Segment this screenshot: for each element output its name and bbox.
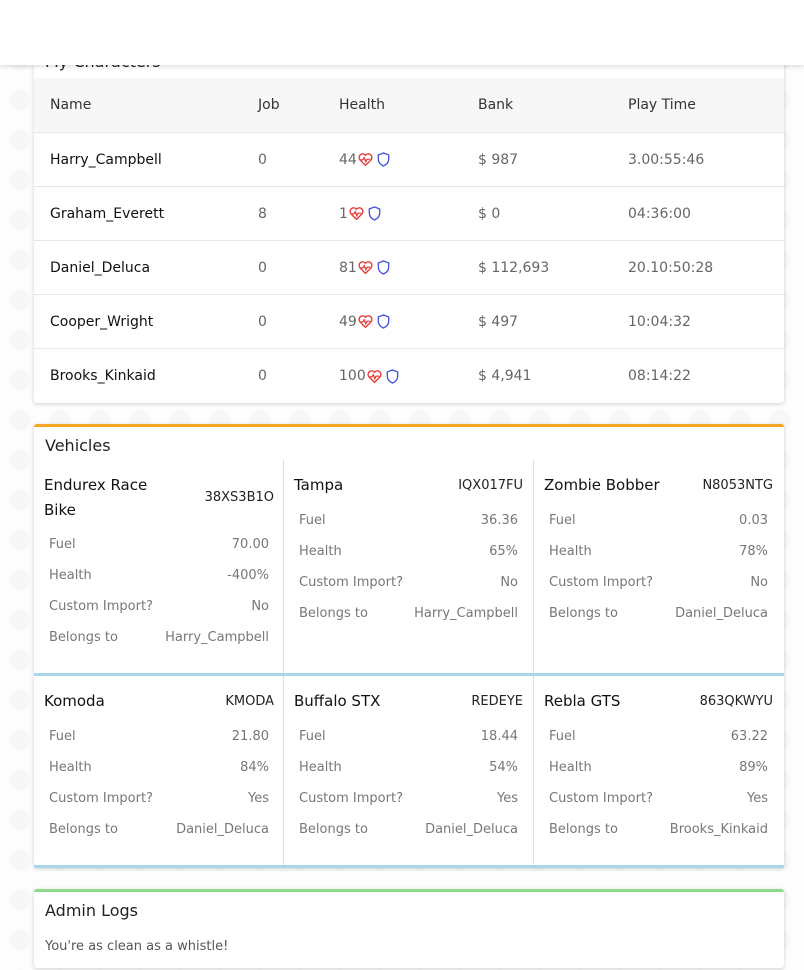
stat-value: 54% (489, 759, 518, 775)
stat-label: Custom Import? (549, 790, 653, 806)
heart-pulse-icon (349, 207, 364, 220)
stat-label: Health (549, 543, 592, 559)
column-header-bank[interactable]: Bank (478, 97, 514, 113)
vehicle-stat-belongs-to (49, 819, 269, 839)
vehicle-stat-health (299, 757, 518, 777)
vehicle-plate: REDEYE (471, 694, 523, 709)
stat-value: Harry_Campbell (165, 629, 269, 645)
heart-pulse-icon (358, 153, 373, 166)
stat-label: Fuel (549, 512, 576, 528)
character-job: 8 (258, 205, 267, 222)
stat-label: Belongs to (549, 821, 618, 837)
shield-icon (377, 314, 390, 329)
admin-logs-card (34, 889, 784, 968)
stat-label: Custom Import? (549, 574, 653, 590)
stat-value: 21.80 (231, 728, 269, 744)
stat-label: Custom Import? (299, 574, 403, 590)
vehicle-stat-fuel (49, 534, 269, 554)
character-health (339, 295, 390, 348)
vehicle-stat-health (549, 541, 768, 561)
vehicles-title: Vehicles (45, 436, 111, 455)
vehicle-stat-belongs-to (299, 819, 518, 839)
stat-value: No (251, 598, 269, 614)
heart-pulse-icon (358, 315, 373, 328)
stat-value: Daniel_Deluca (425, 821, 518, 837)
stat-label: Belongs to (299, 605, 368, 621)
stat-label: Belongs to (49, 821, 118, 837)
vehicle-card[interactable] (34, 676, 284, 865)
heart-pulse-icon (367, 370, 382, 383)
shield-icon (368, 206, 381, 221)
stat-label: Health (49, 759, 92, 775)
character-bank: $ 0 (478, 205, 501, 222)
vehicle-card[interactable] (533, 460, 783, 673)
stat-label: Health (549, 759, 592, 775)
vehicle-stat-belongs-to (549, 603, 768, 623)
column-header-job[interactable]: Job (258, 97, 280, 113)
vehicle-plate: IQX017FU (458, 478, 523, 493)
character-health (339, 133, 390, 186)
vehicle-plate: KMODA (225, 694, 274, 709)
table-row (34, 133, 784, 187)
character-job: 0 (258, 313, 267, 330)
vehicle-stat-belongs-to (49, 627, 269, 647)
vehicles-card (34, 424, 784, 868)
characters-table (34, 78, 784, 403)
health-value: 100 (339, 368, 366, 384)
vehicle-stat-health (49, 565, 269, 585)
column-header-health[interactable]: Health (339, 97, 385, 113)
stat-value: Harry_Campbell (414, 605, 518, 621)
stat-value: 70.00 (231, 536, 269, 552)
vehicle-stat-custom-import (299, 572, 518, 592)
stat-label: Fuel (49, 536, 76, 552)
vehicle-stat-health (299, 541, 518, 561)
character-bank: $ 987 (478, 151, 519, 168)
vehicle-stat-custom-import (549, 788, 768, 808)
character-job: 0 (258, 259, 267, 276)
column-header-play-time[interactable]: Play Time (628, 97, 696, 113)
table-row (34, 241, 784, 295)
shield-icon (386, 369, 399, 384)
character-health (339, 241, 390, 294)
vehicle-card[interactable] (283, 676, 533, 865)
character-name[interactable]: Harry_Campbell (50, 151, 162, 168)
vehicle-card[interactable] (533, 676, 783, 865)
stat-value: -400% (227, 567, 269, 583)
stat-value: Yes (747, 790, 768, 806)
stat-value: Daniel_Deluca (675, 605, 768, 621)
stat-value: Yes (497, 790, 518, 806)
stat-label: Custom Import? (299, 790, 403, 806)
vehicle-stat-fuel (299, 510, 518, 530)
character-name[interactable]: Graham_Everett (50, 205, 165, 222)
vehicle-stat-custom-import (49, 788, 269, 808)
stat-value: 18.44 (480, 728, 518, 744)
character-name[interactable]: Brooks_Kinkaid (50, 368, 156, 384)
character-play-time: 08:14:22 (628, 368, 691, 384)
character-health (339, 187, 381, 240)
vehicle-stat-belongs-to (549, 819, 768, 839)
health-value: 49 (339, 313, 357, 330)
stat-value: 78% (739, 543, 768, 559)
table-row (34, 295, 784, 349)
admin-logs-message: You're as clean as a whistle! (45, 939, 229, 954)
stat-label: Fuel (49, 728, 76, 744)
vehicle-stat-custom-import (49, 596, 269, 616)
stat-value: Daniel_Deluca (176, 821, 269, 837)
vehicle-stat-belongs-to (299, 603, 518, 623)
stat-value: 63.22 (730, 728, 768, 744)
vehicle-plate: 863QKWYU (699, 694, 773, 709)
vehicle-stat-fuel (299, 726, 518, 746)
stat-value: 0.03 (739, 512, 768, 528)
vehicles-grid (34, 460, 784, 868)
vehicle-stat-fuel (549, 726, 768, 746)
character-play-time: 20.10:50:28 (628, 259, 714, 276)
stat-label: Health (299, 543, 342, 559)
vehicle-name: Komoda (44, 692, 105, 710)
vehicle-plate: N8053NTG (702, 478, 773, 493)
stat-label: Health (299, 759, 342, 775)
shield-icon (377, 260, 390, 275)
character-bank: $ 4,941 (478, 368, 532, 384)
top-navbar (0, 0, 804, 65)
character-name[interactable]: Daniel_Deluca (50, 259, 151, 276)
vehicle-name: Zombie Bobber (544, 476, 660, 494)
vehicle-plate: 38XS3B1O (204, 490, 274, 505)
table-header-row (34, 78, 784, 133)
vehicle-name: Endurex Race Bike (44, 476, 148, 519)
character-name[interactable]: Cooper_Wright (50, 313, 154, 330)
stat-label: Health (49, 567, 92, 583)
character-play-time: 04:36:00 (628, 205, 691, 222)
table-row (34, 187, 784, 241)
vehicle-stat-fuel (49, 726, 269, 746)
characters-card (34, 40, 784, 403)
stat-value: No (750, 574, 768, 590)
heart-pulse-icon (358, 261, 373, 274)
stat-label: Fuel (299, 512, 326, 528)
stat-value: Brooks_Kinkaid (669, 821, 768, 837)
stat-label: Fuel (549, 728, 576, 744)
stat-value: Yes (248, 790, 269, 806)
stat-value: 89% (739, 759, 768, 775)
vehicles-row (34, 460, 784, 676)
vehicle-name: Tampa (294, 476, 344, 494)
stat-label: Custom Import? (49, 598, 153, 614)
stat-label: Belongs to (299, 821, 368, 837)
character-health (339, 349, 399, 403)
vehicle-stat-health (549, 757, 768, 777)
health-value: 81 (339, 259, 357, 276)
vehicles-row (34, 676, 784, 868)
vehicle-card[interactable] (283, 460, 533, 673)
stat-label: Belongs to (49, 629, 118, 645)
character-job: 0 (258, 368, 267, 384)
admin-logs-title: Admin Logs (45, 901, 138, 920)
character-play-time: 3.00:55:46 (628, 151, 705, 168)
vehicle-stat-custom-import (299, 788, 518, 808)
shield-icon (377, 152, 390, 167)
stat-label: Fuel (299, 728, 326, 744)
stat-value: No (500, 574, 518, 590)
character-job: 0 (258, 151, 267, 168)
column-header-name[interactable]: Name (50, 97, 92, 113)
character-play-time: 10:04:32 (628, 313, 691, 330)
character-bank: $ 497 (478, 313, 519, 330)
vehicle-name: Rebla GTS (544, 692, 621, 710)
stat-value: 84% (240, 759, 269, 775)
stat-value: 65% (489, 543, 518, 559)
vehicle-stat-fuel (549, 510, 768, 530)
health-value: 44 (339, 151, 357, 168)
health-value: 1 (339, 205, 348, 222)
character-bank: $ 112,693 (478, 259, 550, 276)
vehicle-stat-custom-import (549, 572, 768, 592)
vehicle-card[interactable] (34, 460, 284, 673)
vehicle-stat-health (49, 757, 269, 777)
stat-value: 36.36 (480, 512, 518, 528)
stat-label: Custom Import? (49, 790, 153, 806)
stat-label: Belongs to (549, 605, 618, 621)
vehicle-name: Buffalo STX (294, 692, 381, 710)
table-row (34, 349, 784, 403)
